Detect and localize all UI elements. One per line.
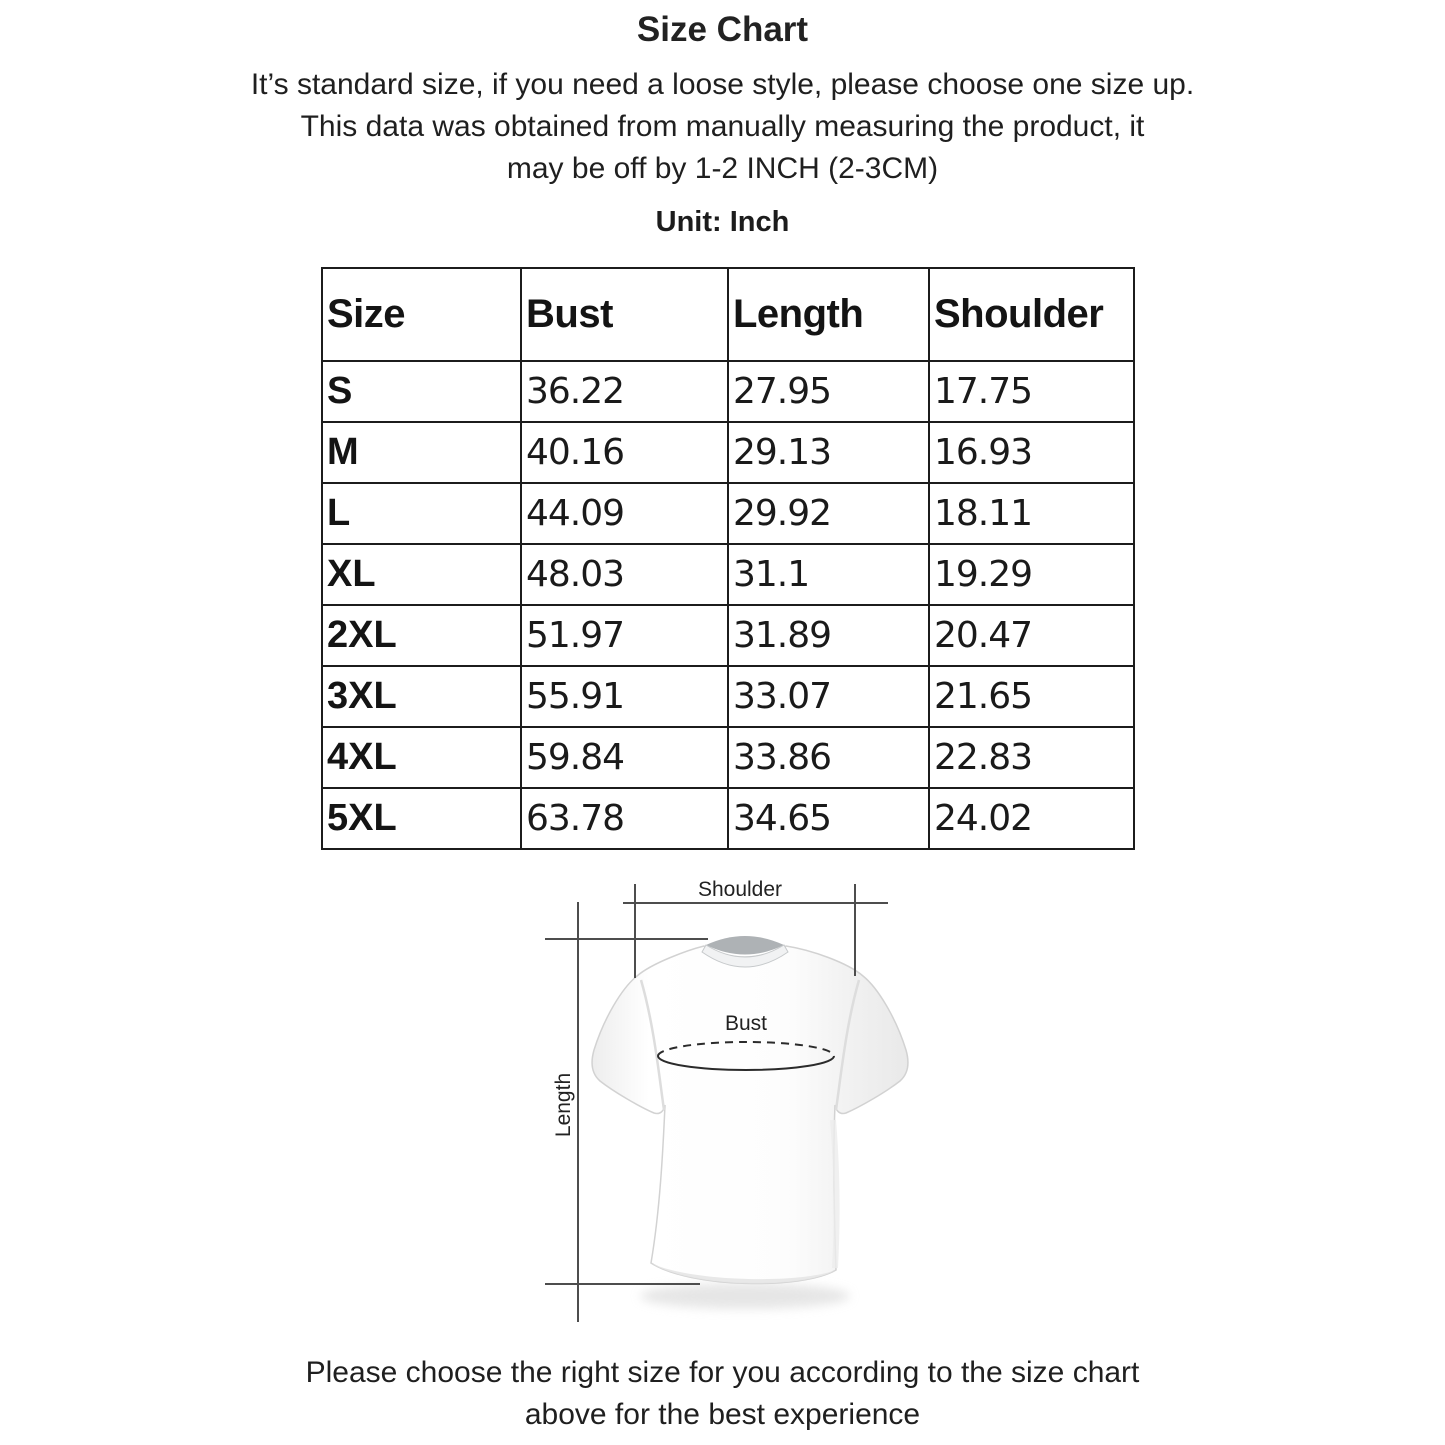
size-cell: 2XL	[322, 605, 521, 666]
size-cell: 3XL	[322, 666, 521, 727]
value-cell: 20.47	[929, 605, 1134, 666]
value-cell: 22.83	[929, 727, 1134, 788]
unit-label: Unit: Inch	[655, 206, 790, 238]
size-cell: 4XL	[322, 727, 521, 788]
size-cell: M	[322, 422, 521, 483]
value-cell: 51.97	[521, 605, 728, 666]
value-cell: 17.75	[929, 361, 1134, 422]
bottom-note	[0, 1352, 1445, 1436]
size-table	[321, 267, 1135, 850]
value-cell: 59.84	[521, 727, 728, 788]
table-row	[322, 361, 1134, 422]
value-cell: 29.92	[728, 483, 929, 544]
value-cell: 29.13	[728, 422, 929, 483]
value-cell: 33.07	[728, 666, 929, 727]
value-cell: 40.16	[521, 422, 728, 483]
table-row	[322, 727, 1134, 788]
table-row	[322, 544, 1134, 605]
value-cell: 31.89	[728, 605, 929, 666]
value-cell: 55.91	[521, 666, 728, 727]
intro-line-3: may be off by 1-2 INCH (2-3CM)	[506, 152, 939, 185]
note-line-1: Please choose the right size for you according to the size chart	[305, 1356, 1140, 1389]
table-row	[322, 666, 1134, 727]
value-cell: 44.09	[521, 483, 728, 544]
intro-text	[0, 64, 1445, 190]
tshirt-diagram-svg	[540, 870, 960, 1340]
page-title: Size Chart	[636, 10, 809, 49]
size-cell: S	[322, 361, 521, 422]
header-bust: Bust	[521, 268, 728, 361]
value-cell: 31.1	[728, 544, 929, 605]
intro-line-1: It’s standard size, if you need a loose style, please choose one size up.	[250, 68, 1195, 101]
size-table-body	[322, 361, 1134, 849]
bust-label: Bust	[724, 1012, 768, 1035]
body-crease	[833, 1120, 837, 1268]
header-size: Size	[322, 268, 521, 361]
size-cell: L	[322, 483, 521, 544]
tshirt-graphic	[592, 946, 908, 1284]
length-label: Length	[552, 1072, 575, 1138]
table-row	[322, 788, 1134, 849]
value-cell: 24.02	[929, 788, 1134, 849]
value-cell: 36.22	[521, 361, 728, 422]
value-cell: 48.03	[521, 544, 728, 605]
value-cell: 33.86	[728, 727, 929, 788]
table-row	[322, 605, 1134, 666]
header-length: Length	[728, 268, 929, 361]
value-cell: 63.78	[521, 788, 728, 849]
table-header-row	[322, 268, 1134, 361]
table-row	[322, 483, 1134, 544]
shirt-shadow	[640, 1283, 850, 1309]
header-shoulder: Shoulder	[929, 268, 1134, 361]
value-cell: 21.65	[929, 666, 1134, 727]
value-cell: 19.29	[929, 544, 1134, 605]
value-cell: 18.11	[929, 483, 1134, 544]
size-cell: 5XL	[322, 788, 521, 849]
intro-line-2: This data was obtained from manually measuring the product, it	[300, 110, 1145, 143]
value-cell: 16.93	[929, 422, 1134, 483]
shoulder-label: Shoulder	[697, 878, 783, 901]
table-row	[322, 422, 1134, 483]
value-cell: 27.95	[728, 361, 929, 422]
value-cell: 34.65	[728, 788, 929, 849]
note-line-2: above for the best experience	[524, 1398, 921, 1431]
size-cell: XL	[322, 544, 521, 605]
tshirt-diagram	[540, 870, 960, 1340]
